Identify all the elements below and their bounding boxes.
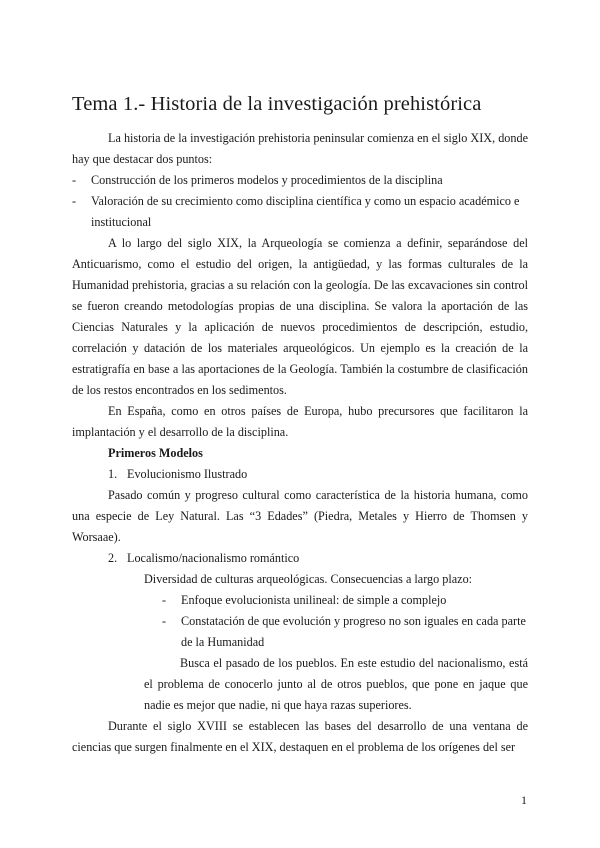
numbered-item bbox=[72, 548, 528, 569]
page-title: Tema 1.- Historia de la investigación prehistórica bbox=[72, 93, 482, 115]
page-number: 1 bbox=[521, 793, 527, 807]
body-paragraph: En España, como en otros países de Europa, hubo precursores que facilitaron la implantación y el desarrollo de la disciplina. bbox=[72, 404, 528, 439]
body-paragraph: Durante el siglo XVIII se establecen las bases del desarrollo de una ventana de ciencias que surgen finalmente en el XIX, destaquen en el problema de los orígenes del ser bbox=[72, 719, 528, 754]
item-closing-paragraph: Busca el pasado de los pueblos. En este estudio del nacionalismo, está el problema de conocerlo junto al de otros pueblos, que pone en jaque que nadie es mejor que nadie, ni que haya razas superiores. bbox=[144, 656, 528, 712]
body-paragraph: A lo largo del siglo XIX, la Arqueología se comienza a definir, separándose del Anticuarismo, como el estudio del origen, la antigüedad, y las formas culturales de la Humanidad prehistoria, gracias a su relación con la geología. De las excavaciones sin control se fueron creando metodologías propias de una disciplina. Se valora la aportación de las Ciencias Naturales y la aplicación de nuevos procedimientos de descripción, estudio, correlación y datación de los materiales arqueológicos. Un ejemplo es la creación de la estratigrafía en base a las aportaciones de la Geología. También la costumbre de clasificación de los restos encontrados en los sedimentos. bbox=[72, 236, 528, 397]
list-item-text: Construcción de los primeros modelos y procedimientos de la disciplina bbox=[91, 173, 443, 187]
list-item bbox=[72, 191, 528, 233]
list-item bbox=[162, 611, 528, 653]
item-title: Evolucionismo Ilustrado bbox=[127, 467, 248, 481]
item-number: 2. bbox=[108, 551, 118, 565]
list-item bbox=[162, 590, 528, 611]
item-description: Diversidad de culturas arqueológicas. Consecuencias a largo plazo: bbox=[144, 572, 473, 586]
dash-bullet: - bbox=[162, 593, 167, 607]
intro-paragraph: La historia de la investigación prehistoria peninsular comienza en el siglo XIX, donde hay que destacar dos puntos: bbox=[72, 131, 528, 166]
list-item-text: Enfoque evolucionista unilineal: de simple a complejo bbox=[181, 593, 447, 607]
numbered-item bbox=[72, 464, 528, 485]
dash-bullet: - bbox=[72, 173, 77, 187]
section-heading: Primeros Modelos bbox=[108, 446, 203, 460]
item-title: Localismo/nacionalismo romántico bbox=[127, 551, 300, 565]
list-item-text: Valoración de su crecimiento como disciplina científica y como un espacio académico e institucional bbox=[91, 194, 520, 229]
list-item bbox=[72, 170, 528, 191]
dash-bullet: - bbox=[162, 614, 167, 628]
item-description: Pasado común y progreso cultural como característica de la historia humana, como una especie de Ley Natural. Las “3 Edades” (Piedra, Metales y Hierro de Thomsen y Worsaae). bbox=[72, 488, 528, 544]
dash-bullet: - bbox=[72, 194, 77, 208]
document-body bbox=[72, 128, 528, 758]
list-item-text: Constatación de que evolución y progreso no son iguales en cada parte de la Humanidad bbox=[181, 614, 526, 649]
item-number: 1. bbox=[108, 467, 118, 481]
